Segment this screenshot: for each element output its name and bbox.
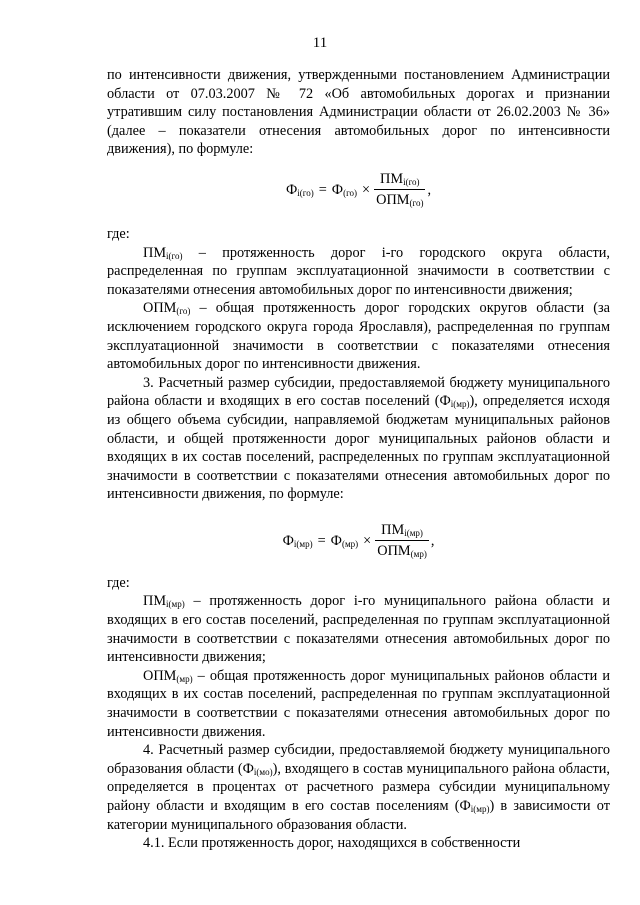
formula-municipal-district (107, 518, 610, 564)
where-label: где: (107, 574, 130, 591)
formula-city-district (107, 167, 610, 213)
fraction-numerator: $ПМ_{i(го)}$ (380, 170, 420, 187)
paragraph-4-1: 4.1. Если протяженность дорог, находящихся в собственности (143, 835, 521, 852)
formula-tail: , (427, 181, 432, 198)
paragraph-4: 4. Расчетный размер субсидии, предоставляемой бюджету муниципального образования области $(Ф_{i(мо)})$, входящего в состав муниципального района области, определяется в процентах от расчетного размера субсидии муниципальному району области и входящим в его состав поселениям $(Ф_{i(мр)})$ в зависимости от категории муниципального образования области. (107, 742, 610, 833)
formula-tail: , (430, 532, 435, 549)
definition-pm-district: $ПМ_{i(мр)}$ – протяженность дорог i-го муниципального района области и входящих в его состав поселений, распределенная по группам эксплуатационной значимости в соответствии с показателями отнесения автомобильных дорог по интенсивности движения; (107, 593, 610, 666)
page-number: 11 (312, 35, 328, 51)
formula-lhs: $Ф_{i(го)}$ (285, 181, 314, 198)
formula-fraction (374, 170, 425, 210)
formula-fraction (375, 521, 429, 561)
where-label: где: (107, 225, 130, 242)
fraction-denominator: $ОПМ_{(го)}$ (374, 189, 425, 210)
definition-opm-city: $ОПМ_{(го)}$ – общая протяженность дорог городских округов области (за исключением городского округа города Ярославля), распределенная по группам эксплуатационной значимости в соответствии с показателями отнесения автомобильных дорог по интенсивности движения. (107, 300, 610, 373)
formula-rhs: $Ф_{(мр)}$ (330, 532, 359, 549)
fraction-numerator: $ПМ_{i(мр)}$ (381, 521, 423, 538)
formula-times: × (362, 181, 371, 198)
formula-eq: = (317, 532, 326, 549)
formula-lhs: $Ф_{i(мр)}$ (282, 532, 313, 549)
fraction-denominator: $ОПМ_{(мр)}$ (375, 540, 429, 561)
formula-times: × (363, 532, 372, 549)
formula-rhs: $Ф_{(го)}$ (331, 181, 358, 198)
formula-eq: = (318, 181, 327, 198)
paragraph-3: 3. Расчетный размер субсидии, предоставляемой бюджету муниципального района области и входящих в его состав поселений $(Ф_{i(мр)})$, определяется исходя из общего объема субсидии, направляемой бюджетам муниципальных районов области, и общей протяженности дорог муниципальных районов области и входящих в их состав поселений, распределенных по группам эксплуатационной значимости в соответствии с показателями отнесения автомобильных дорог по интенсивности движения, по формуле: (107, 374, 611, 503)
paragraph-intro: по интенсивности движения, утвержденными постановлением Администрации области от 07.03.2007 № 72 «Об автомобильных дорогах и признании утратившим силу постановления Администрации области от 26.02.2003 № 36» (далее – показатели отнесения автомобильных дорог по интенсивности движения), по формуле: (107, 67, 610, 158)
definition-opm-district: $ОПМ_{(мр)}$ – общая протяженность дорог муниципальных районов области и входящих в их состав поселений, распределенная по группам эксплуатационной значимости в соответствии с показателями отнесения автомобильных дорог по интенсивности движения. (107, 667, 610, 740)
page-content (107, 66, 610, 853)
definition-pm-city: $ПМ_{i(го)}$ – протяженность дорог i-го городского округа области, распределенная по группам эксплуатационной значимости в соответствии с показателями отнесения автомобильных дорог по интенсивности движения; (107, 244, 610, 298)
